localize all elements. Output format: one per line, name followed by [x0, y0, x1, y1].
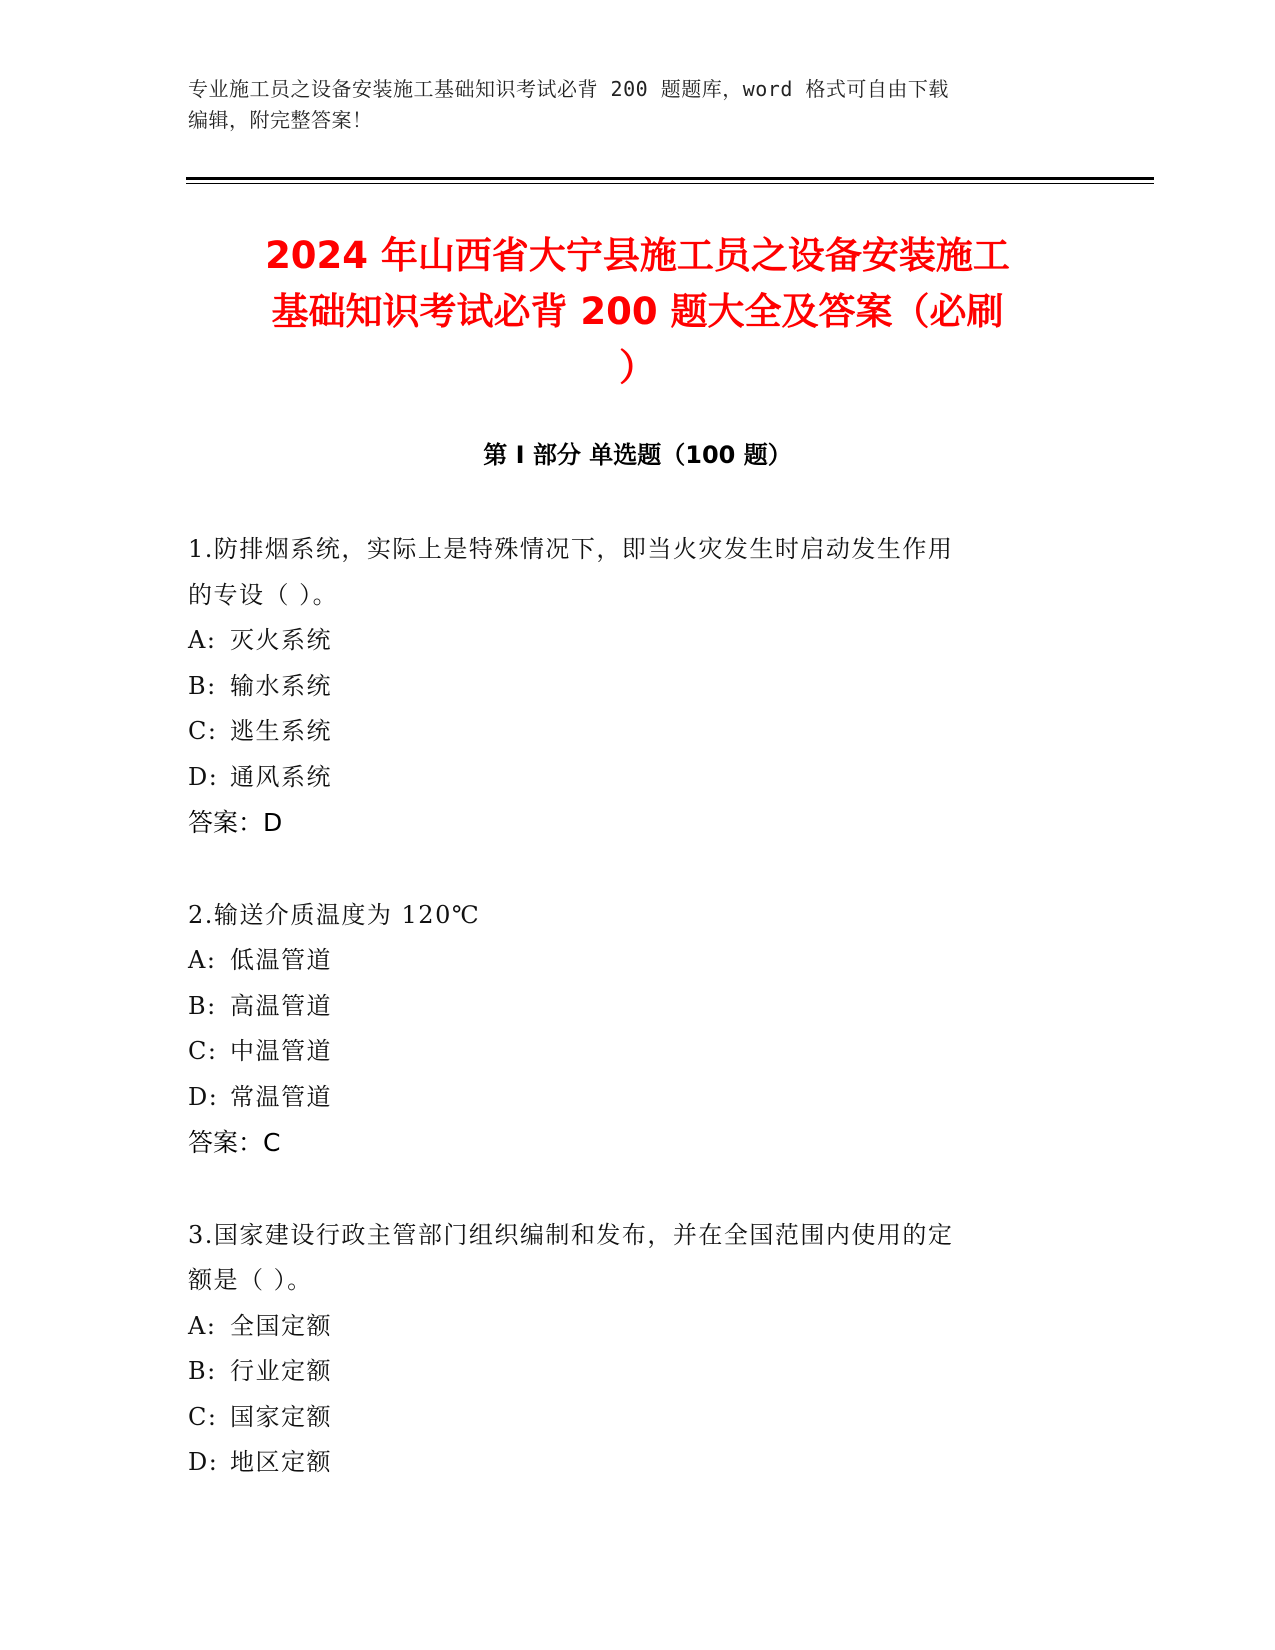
header-note-line2: 编辑，附完整答案！ [188, 108, 373, 132]
answer-line: 答案：C [188, 1128, 281, 1157]
option-text: 全国定额 [230, 1311, 332, 1340]
answer-line: 答案：D [188, 808, 283, 837]
option-a [188, 938, 1068, 984]
option-text: 高温管道 [230, 991, 332, 1020]
option-text: 输水系统 [230, 671, 332, 700]
question-text-line: 1.防排烟系统，实际上是特殊情况下，即当火灾发生时启动发生作用 [188, 535, 954, 563]
header-note [188, 74, 1088, 136]
option-c [188, 709, 1068, 755]
option-b [188, 1349, 1068, 1395]
question-2 [188, 893, 1068, 1166]
question-1 [188, 527, 1068, 846]
option-d [188, 1075, 1068, 1121]
option-label: A: [188, 1311, 217, 1340]
question-text-line: 的专设（ ）。 [188, 580, 339, 609]
option-b [188, 664, 1068, 710]
option-d [188, 1440, 1068, 1486]
option-text: 中温管道 [230, 1037, 332, 1065]
question-text-line: 2.输送介质温度为 120℃ [188, 900, 481, 929]
header-note-line1: 专业施工员之设备安装施工基础知识考试必背 200 题题库，word 格式可自由下载 [188, 77, 949, 101]
document-title [160, 228, 1115, 396]
question-3 [188, 1213, 1068, 1486]
option-text: 常温管道 [230, 1082, 332, 1111]
option-label: B: [188, 991, 217, 1020]
option-c [188, 1395, 1068, 1441]
option-label: D: [188, 762, 219, 791]
title-line2: 基础知识考试必背 200 题大全及答案（必刷 [271, 290, 1004, 333]
option-label: C: [188, 1037, 218, 1065]
option-d [188, 755, 1068, 801]
option-label: B: [188, 1357, 217, 1385]
option-label: C: [188, 717, 218, 745]
question-text-line: 额是（ ）。 [188, 1266, 313, 1294]
option-text: 灭火系统 [230, 626, 332, 654]
question-list [188, 527, 1068, 1533]
option-label: A: [188, 946, 217, 974]
option-c [188, 1029, 1068, 1075]
question-text-line: 3.国家建设行政主管部门组织编制和发布，并在全国范围内使用的定 [188, 1220, 954, 1249]
option-label: D: [188, 1448, 219, 1476]
option-text: 地区定额 [230, 1448, 332, 1476]
option-text: 国家定额 [230, 1402, 332, 1431]
header-divider-thin [186, 183, 1154, 184]
option-text: 通风系统 [230, 762, 332, 791]
option-b [188, 984, 1068, 1030]
title-line1: 2024 年山西省大宁县施工员之设备安装施工 [265, 234, 1010, 277]
title-line3: ） [619, 346, 656, 389]
option-label: B: [188, 671, 217, 700]
option-text: 逃生系统 [230, 717, 332, 745]
option-label: A: [188, 626, 217, 654]
option-a [188, 618, 1068, 664]
section-heading: 第 I 部分 单选题（100 题） [483, 441, 792, 469]
option-label: C: [188, 1402, 218, 1431]
option-text: 行业定额 [230, 1357, 332, 1385]
option-text: 低温管道 [230, 946, 332, 974]
option-a [188, 1304, 1068, 1350]
option-label: D: [188, 1082, 219, 1111]
header-divider-thick [186, 177, 1154, 180]
